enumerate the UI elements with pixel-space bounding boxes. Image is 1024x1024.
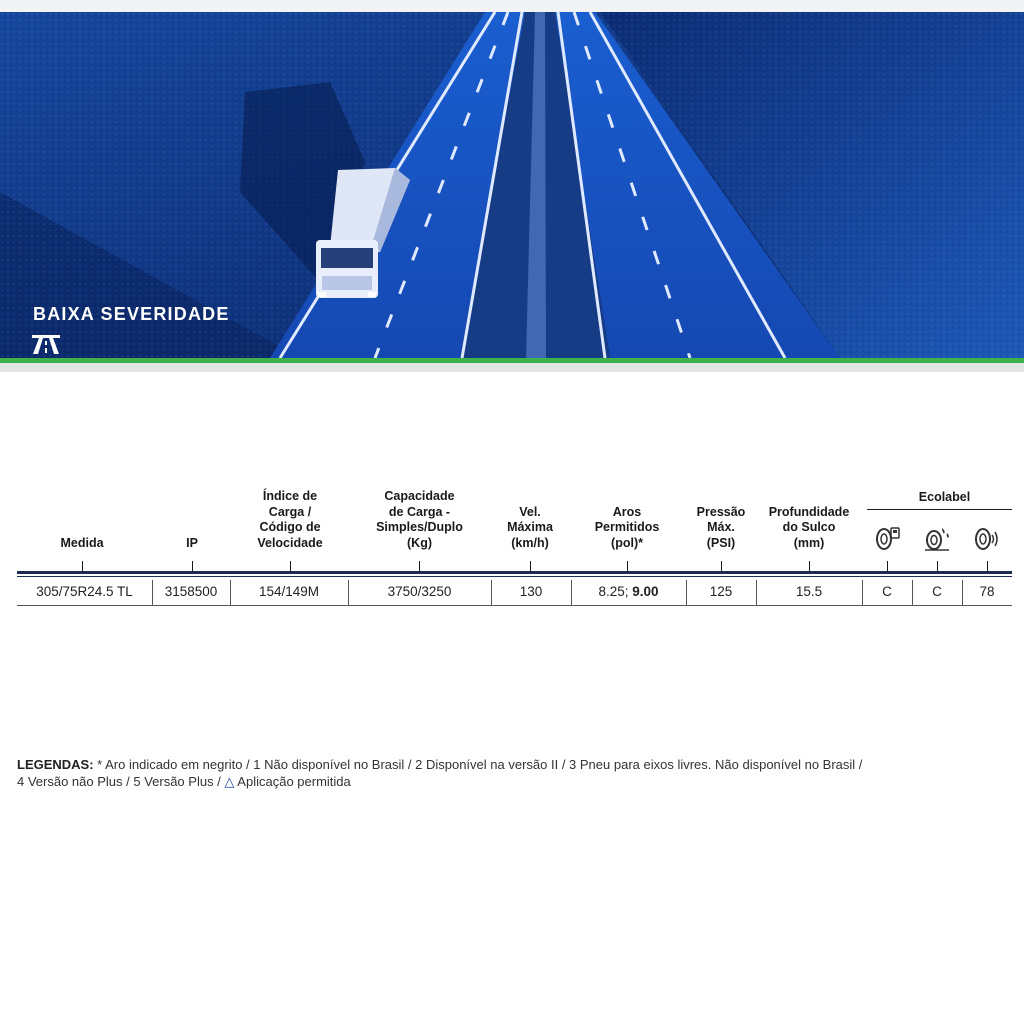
aros-bold-value: 9.00: [632, 584, 659, 599]
cell-eco-1: C: [882, 584, 892, 599]
noise-tire-icon: [972, 525, 1002, 551]
header-tick: [887, 561, 888, 571]
header-vel: Vel. Máxima (km/h): [507, 504, 553, 550]
fuel-efficiency-tire-icon: [872, 525, 902, 551]
header-indice: Índice de Carga / Código de Velocidade: [257, 489, 323, 550]
spec-table: [17, 485, 1012, 606]
legend-line-1: [17, 756, 1017, 773]
header-tick: [987, 561, 988, 571]
header-tick: [192, 561, 193, 571]
triangle-icon: △: [224, 774, 235, 789]
top-strip: [0, 0, 1024, 12]
divider-bar: [0, 363, 1024, 372]
header-tick: [627, 561, 628, 571]
legend-line-2: [17, 773, 1017, 790]
header-tick: [937, 561, 938, 571]
header-tick: [82, 561, 83, 571]
cell-profundidade: 15.5: [795, 584, 823, 599]
header-tick: [721, 561, 722, 571]
table-row: [17, 577, 1012, 606]
aros-value: 8.25;: [598, 584, 633, 599]
hero-banner: [0, 12, 1024, 358]
legend-text-3: Aplicação permitida: [234, 774, 351, 789]
cell-aros: [571, 577, 686, 606]
header-profundidade: Profundidade do Sulco (mm): [768, 504, 850, 550]
header-tick: [530, 561, 531, 571]
header-tick: [290, 561, 291, 571]
header-ip: IP: [186, 535, 198, 550]
legend-text-1: * Aro indicado em negrito / 1 Não disponível no Brasil / 2 Disponível na versão II / 3 Pneu para eixos livres. Não disponível no Brasil /: [93, 757, 863, 772]
cell-indice: 154/149M: [258, 584, 320, 599]
cell-eco-3: 78: [979, 584, 995, 599]
header-ecolabel: Ecolabel: [918, 490, 971, 504]
header-aros: Aros Permitidos (pol)*: [594, 504, 660, 550]
header-tick: [809, 561, 810, 571]
cell-vel: 130: [519, 584, 543, 599]
highway-icon: [31, 332, 61, 356]
cell-capacidade: 3750/3250: [387, 584, 452, 599]
header-capacidade: Capacidade de Carga - Simples/Duplo (Kg): [376, 489, 463, 550]
cell-ip: 3158500: [164, 584, 218, 599]
wet-grip-tire-icon: [922, 525, 952, 551]
header-rule-thick: [17, 571, 1012, 574]
header-pressao: Pressão Máx. (PSI): [696, 504, 746, 550]
legend-lead: LEGENDAS:: [17, 757, 94, 772]
cell-medida: 305/75R24.5 TL: [36, 584, 133, 599]
cell-eco-2: C: [932, 584, 942, 599]
hero-title: BAIXA SEVERIDADE: [33, 304, 230, 324]
header-tick: [419, 561, 420, 571]
table-header: [17, 485, 1012, 571]
ecolabel-rule: [867, 509, 1012, 510]
cell-pressao: 125: [709, 584, 733, 599]
header-medida: Medida: [60, 535, 104, 550]
legend: [17, 756, 1017, 790]
legend-text-2: 4 Versão não Plus / 5 Versão Plus /: [17, 774, 225, 789]
